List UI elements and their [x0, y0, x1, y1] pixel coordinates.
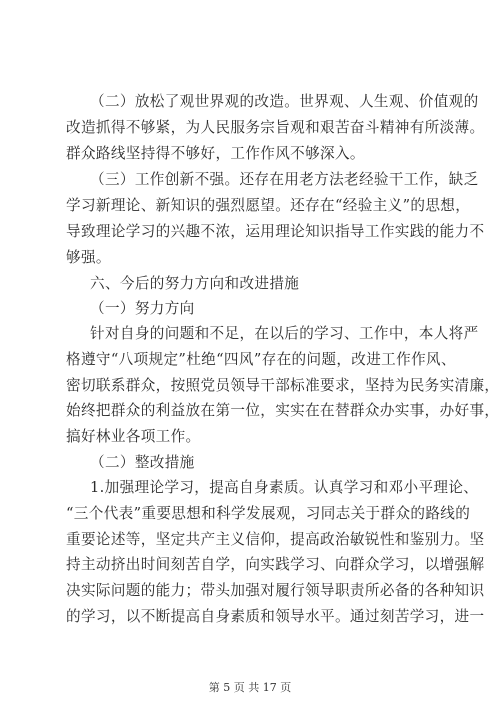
paragraph-line: 导致理论学习的兴趣不浓，运用理论知识指导工作实践的能力不 — [66, 223, 485, 240]
subsection-heading: （二）整改措施 — [90, 454, 195, 471]
paragraph-line: “三个代表”重要思想和科学发展观，习同志关于群众的路线的 — [66, 505, 471, 522]
paragraph-line: 的学习，以不断提高自身素质和领导水平。通过刻苦学习，进一 — [66, 608, 485, 625]
section-heading: 六、今后的努力方向和改进措施 — [90, 275, 300, 292]
paragraph-line: 决实际问题的能力；带头加强对履行领导职责所必备的各种知识 — [66, 582, 485, 599]
paragraph-line: 群众路线坚持得不够好，工作作风不够深入。 — [66, 145, 365, 162]
page-number-footer: 第 5 页 共 17 页 — [208, 681, 292, 694]
paragraph-line: 重要论述等，坚定共产主义信仰，提高政治敏锐性和鉴别力。坚 — [66, 531, 485, 548]
paragraph-line: 学习新理论、新知识的强烈愿望。还存在“经验主义”的思想， — [66, 197, 471, 214]
paragraph-line: （二）放松了观世界观的改造。世界观、人生观、价值观的 — [90, 93, 479, 110]
paragraph-line: 持主动挤出时间刻苦自学，向实践学习、向群众学习，以增强解 — [66, 556, 485, 573]
paragraph-line: 格遵守“八项规定”杜绝“四风”存在的问题，改进工作作风、 — [66, 351, 456, 368]
paragraph-line: 改造抓得不够紧，为人民服务宗旨观和艰苦奋斗精神有所淡薄。 — [66, 119, 485, 136]
subsection-heading: （一）努力方向 — [90, 300, 195, 317]
paragraph-line: 针对自身的问题和不足，在以后的学习、工作中，本人将严 — [90, 325, 479, 342]
paragraph-line: （三）工作创新不强。还存在用老方法老经验干工作，缺乏 — [90, 171, 479, 188]
paragraph-line: 始终把群众的利益放在第一位，实实在在替群众办实事，办好事， — [66, 402, 500, 419]
paragraph-line: 密切联系群众，按照党员领导干部标准要求，坚持为民务实清廉， — [66, 377, 500, 394]
paragraph-line: 够强。 — [66, 249, 111, 266]
paragraph-line: 搞好林业各项工作。 — [66, 428, 201, 445]
paragraph-line: 1.加强理论学习，提高自身素质。认真学习和邓小平理论、 — [90, 479, 479, 496]
